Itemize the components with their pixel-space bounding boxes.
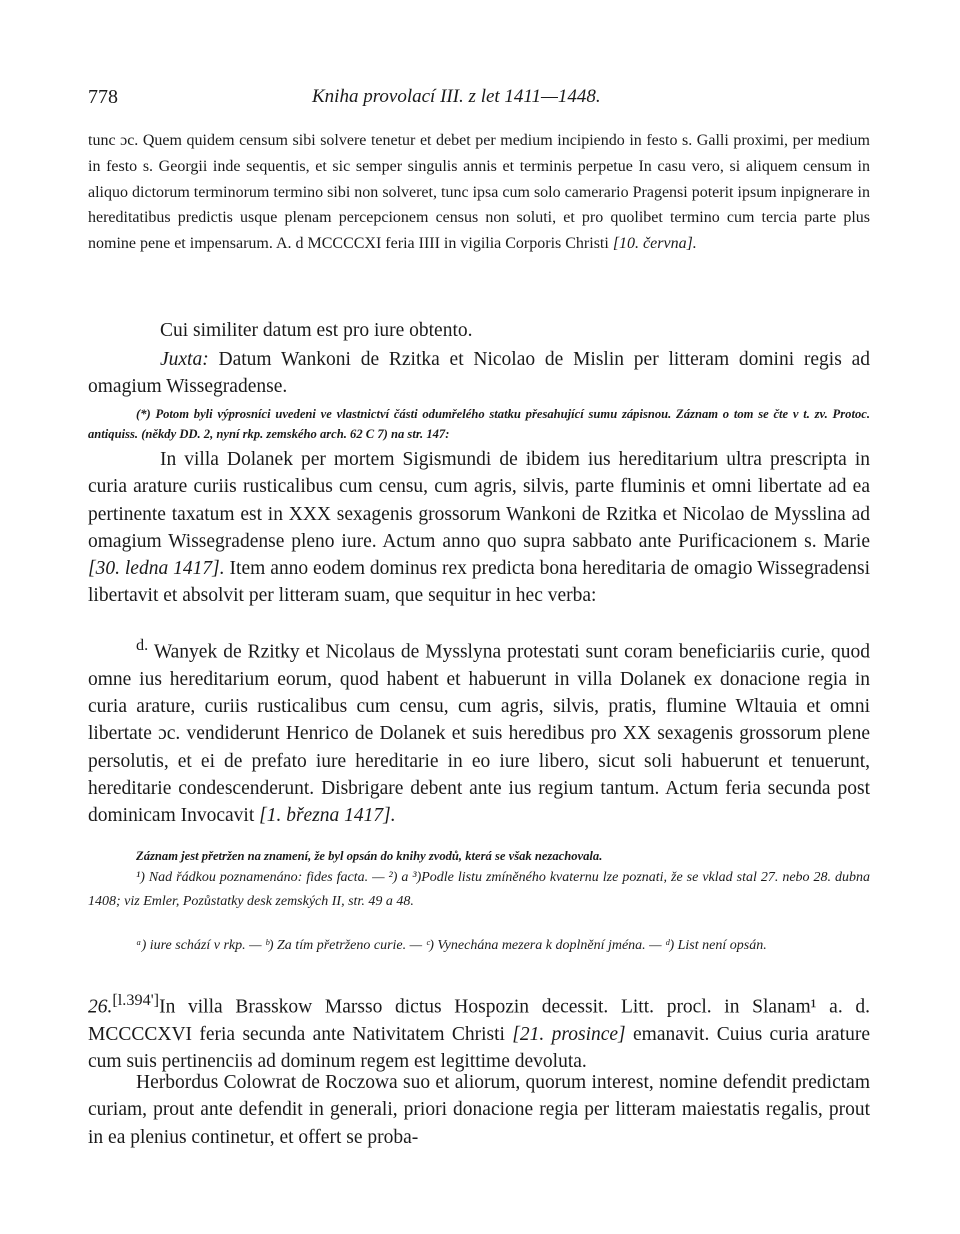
running-header bbox=[88, 86, 872, 112]
wanyek-date: [1. března 1417]. bbox=[259, 805, 396, 827]
dolanek-date: [30. ledna 1417]. bbox=[88, 558, 225, 580]
editor-note-2-text: Záznam jest přetržen na znamení, že byl opsán do knihy zvodů, která se však nezachovala. bbox=[136, 849, 603, 863]
paragraph-wanyek bbox=[88, 632, 870, 830]
entry-26-text-2: emanavit. Cuius curia arature cum suis pertinenciis ad dominum regem est legittime devoluta. bbox=[88, 1023, 871, 1073]
paragraph-dolanek bbox=[88, 446, 870, 610]
paragraph-herbordus bbox=[88, 1069, 870, 1151]
juxta-label: Juxta: bbox=[160, 349, 209, 370]
entry-26-date: [21. prosince] bbox=[512, 1023, 626, 1045]
paragraph-entry-26 bbox=[88, 987, 870, 1075]
record-text: tunc ɔc. Quem quidem censum sibi solvere tenetur et debet per medium incipiendo in festo s. Galli proximi, per medium in festo s. Georgii inde sequentis, et sic semper singulis annis et terminis perpetue In casu vero, si aliquem censum in aliquo dictorum terminorum termino sibi non solveret, tunc ipsa cum solo camerario Pragensi poterit ipsum inpignerare in hereditatibus predictis usque plenam percepcionem census non soluti, et pro quolibet termino cum tercia parte plus nomine pene et impensarum. A. d MCCCCXI feria IIII in vigilia Corporis Christi bbox=[88, 132, 870, 253]
editor-note-1-text: (*) Potom byli výprosníci uvedeni ve vlastnictví části odumřelého statku přesahující sumu zápisnou. Záznam o tom se čte v t. zv. Protoc. antiquiss. (někdy DD. 2, nyní rkp. zemského arch. 62 C 7) na str. 147: bbox=[88, 407, 870, 441]
juxta-text: Datum Wankoni de Rzitka et Nicolao de Mislin per litteram domini regis ad omagium Wissegradense. bbox=[88, 349, 870, 398]
entry-number: 26. bbox=[88, 996, 113, 1018]
footnotes-numbered-text: ¹) Nad řádkou poznamenáno: fides facta. — ²) a ³)Podle listu zmíněného kvaternu lze poznati, že se vklad stal 27. nebo 28. dubna 1408; viz Emler, Pozůstatky desk zemských II, str. 49 a 48. bbox=[88, 870, 870, 909]
running-title: Kniha provolací III. z let 1411—1448. bbox=[312, 86, 601, 107]
dolanek-text-2: Item anno eodem dominus rex predicta bona hereditaria de omagio Wissegradensi libertavit et absolvit per litteram suam, que sequitur in hec verba: bbox=[88, 558, 871, 607]
footnotes-numbered bbox=[88, 866, 870, 914]
paragraph-record-end bbox=[88, 128, 870, 257]
paragraph-obtento bbox=[88, 317, 870, 344]
obtento-text: Cui similiter datum est pro iure obtento. bbox=[160, 320, 473, 341]
dolanek-text: In villa Dolanek per mortem Sigismundi de ibidem ius hereditarium ultra prescripta in curia arature curiis rusticalibus cum censu, cum agris, silvis, parte fluminis et omni libertate ad ea pertinente taxatum est in XXX sexagenis grossorum Wankoni de Rzitka et Nicolao de Mysslina ad omagium Wissegradense pleno iure. Actum anno quo supra sabbato ante Purificacionem s. Marie bbox=[88, 449, 870, 552]
editor-note-1 bbox=[88, 405, 870, 444]
footnotes-lettered-text: ᵃ) iure schází v rkp. — ᵇ) Za tím přetrženo curie. — ᶜ) Vynechána mezera k doplnění jména. — ᵈ) List není opsán. bbox=[136, 938, 767, 953]
folio-reference: [l.394'] bbox=[112, 991, 160, 1009]
footnote-mark-d: d. bbox=[136, 636, 149, 654]
record-date: [10. června]. bbox=[612, 235, 697, 253]
herbordus-text: Herbordus Colowrat de Roczowa suo et aliorum, quorum interest, nomine defendit predictam curiam, prout ante defendit in generali, priori donacione regia per litteram maiestatis regalis, prout in ea plenius continetur, et offert se proba- bbox=[88, 1072, 870, 1148]
wanyek-text: Wanyek de Rzitky et Nicolaus de Mysslyna protestati sunt coram beneficiariis curie, quod omne ius hereditarium eorum, quod habent et habuerunt in villa Dolanek ex donacione regia in curia arature, curiis rusticalibus cum censu, cum agris, silvis, pratis, flumine Wltauia et omni libertate ɔc. vendiderunt Henrico de Dolanek et suis heredibus pro XX sexagenis grossorum plene persolutis, et ei de prefato iure hereditarie in eo iure libero, sicut soli habuerunt et tenuerunt, hereditarie condescenderunt. Disbrigare debent ante ius regium tantum. Actum feria secunda post dominicam Invocavit bbox=[88, 641, 870, 827]
footnotes-lettered bbox=[88, 934, 870, 958]
entry-26-text: In villa Brasskow Marsso dictus Hospozin decessit. Litt. procl. in Slanam¹ a. d. MCCCCXVI feria secunda ante Nativitatem Christi bbox=[88, 996, 870, 1045]
editor-note-2 bbox=[88, 847, 870, 867]
paragraph-juxta bbox=[88, 346, 870, 401]
page-number: 778 bbox=[88, 86, 118, 108]
